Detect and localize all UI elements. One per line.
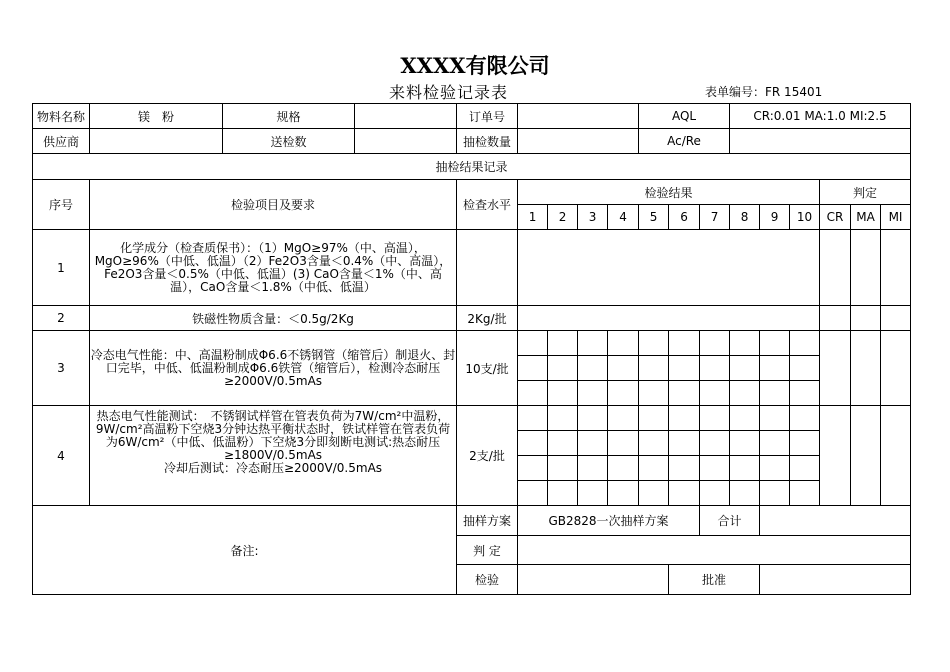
result-cell[interactable]: [790, 456, 820, 481]
approver-label: 批准: [669, 565, 760, 595]
result-col-10: 10: [790, 205, 820, 230]
judge-col-ma: MA: [851, 205, 881, 230]
item-2-requirement: 铁磁性物质含量：＜0.5g/2Kg: [90, 306, 457, 331]
sampling-plan-label: 抽样方案: [457, 506, 518, 536]
result-cell[interactable]: [700, 431, 730, 456]
result-cell[interactable]: [578, 331, 608, 356]
total-label: 合计: [700, 506, 760, 536]
item-2-seq: 2: [33, 306, 90, 331]
item-header: 检验项目及要求: [90, 180, 457, 230]
result-cell[interactable]: [790, 481, 820, 506]
aql-label: AQL: [639, 104, 730, 129]
result-cell[interactable]: [760, 431, 790, 456]
result-cell[interactable]: [730, 406, 760, 431]
submitted-qty-value[interactable]: [355, 129, 457, 154]
result-cell[interactable]: [669, 356, 700, 381]
result-cell[interactable]: [578, 381, 608, 406]
result-cell[interactable]: [548, 456, 578, 481]
result-cell[interactable]: [700, 456, 730, 481]
result-cell[interactable]: [518, 456, 548, 481]
item-1-requirement: 化学成分（检查质保书）：（1）MgO≥97%（中、高温），MgO≥96%（中低、低温）（2）Fe2O3含量＜0.4%（中、高温），Fe2O3含量＜0.5%（中低、低温）(3) CaO含量＜1%（中、高温），CaO含量＜1.8%（中低、低温）: [90, 230, 457, 306]
result-cell[interactable]: [700, 331, 730, 356]
judge-col-mi: MI: [881, 205, 911, 230]
aql-value: CR:0.01 MA:1.0 MI:2.5: [730, 104, 911, 129]
result-col-2: 2: [548, 205, 578, 230]
result-cell[interactable]: [730, 356, 760, 381]
item-2-cr[interactable]: [820, 306, 851, 331]
result-cell[interactable]: [608, 456, 639, 481]
result-cell[interactable]: [730, 381, 760, 406]
result-cell[interactable]: [639, 381, 669, 406]
item-1-cr[interactable]: [820, 230, 851, 306]
notes-field[interactable]: 备注:: [33, 506, 457, 595]
result-cell[interactable]: [760, 456, 790, 481]
sample-qty-label: 抽检数量: [457, 129, 518, 154]
inspector-value[interactable]: [518, 565, 669, 595]
result-cell[interactable]: [608, 331, 639, 356]
result-cell[interactable]: [578, 356, 608, 381]
level-header: 检查水平: [457, 180, 518, 230]
order-number-label: 订单号: [457, 104, 518, 129]
result-cell[interactable]: [639, 481, 669, 506]
item-3-level: 10支/批: [457, 331, 518, 406]
result-cell[interactable]: [548, 481, 578, 506]
item-3-requirement: 冷态电气性能：中、高温粉制成Φ6.6不锈钢管（缩管后）制退火、封口完毕，中低、低温粉制成Φ6.6铁管（缩管后），检测冷态耐压≥2000V/0.5mAs: [90, 331, 457, 406]
result-cell[interactable]: [578, 406, 608, 431]
result-cell[interactable]: [548, 406, 578, 431]
result-cell[interactable]: [548, 381, 578, 406]
result-cell[interactable]: [669, 331, 700, 356]
item-2-level: 2Kg/批: [457, 306, 518, 331]
total-value[interactable]: [760, 506, 911, 536]
result-cell[interactable]: [790, 431, 820, 456]
result-cell[interactable]: [578, 431, 608, 456]
result-cell[interactable]: [790, 381, 820, 406]
result-cell[interactable]: [700, 381, 730, 406]
item-1-results[interactable]: [518, 230, 820, 306]
result-cell[interactable]: [760, 356, 790, 381]
submitted-qty-label: 送检数: [223, 129, 355, 154]
result-cell[interactable]: [760, 331, 790, 356]
judge-header: 判定: [820, 180, 911, 205]
sampling-plan-value: GB2828一次抽样方案: [518, 506, 700, 536]
item-4-seq: 4: [33, 406, 90, 506]
result-cell[interactable]: [700, 406, 730, 431]
result-cell[interactable]: [669, 406, 700, 431]
result-cell[interactable]: [760, 481, 790, 506]
sample-qty-value[interactable]: [518, 129, 639, 154]
result-cell[interactable]: [700, 481, 730, 506]
result-cell[interactable]: [639, 331, 669, 356]
item-4-requirement: 热态电气性能测试： 不锈钢试样管在管表负荷为7W/cm²中温粉，9W/cm²高温粉下空烧3分钟达热平衡状态时，铁试样管在管表负荷为6W/cm²（中低、低温粉）下空烧3分即刻断电测试:热态耐压≥1800V/0.5mAs 冷却后测试：冷态耐压≥2000V/0.5mAs: [90, 406, 457, 506]
result-cell[interactable]: [518, 481, 548, 506]
result-cell[interactable]: [578, 456, 608, 481]
item-1-seq: 1: [33, 230, 90, 306]
inspection-record-table: [32, 103, 911, 595]
company-title: XXXX有限公司: [400, 53, 550, 78]
result-cell[interactable]: [608, 406, 639, 431]
item-1-ma[interactable]: [851, 230, 881, 306]
item-1-mi[interactable]: [881, 230, 911, 306]
item-4-mi[interactable]: [881, 406, 911, 506]
approver-value[interactable]: [760, 565, 911, 595]
item-3-seq: 3: [33, 331, 90, 406]
result-cell[interactable]: [548, 331, 578, 356]
item-1-level: [457, 230, 518, 306]
result-cell[interactable]: [518, 431, 548, 456]
result-cell[interactable]: [700, 356, 730, 381]
judgement-value[interactable]: [518, 536, 911, 565]
result-cell[interactable]: [518, 331, 548, 356]
item-4-ma[interactable]: [851, 406, 881, 506]
result-cell[interactable]: [608, 356, 639, 381]
result-cell[interactable]: [790, 356, 820, 381]
result-cell[interactable]: [608, 431, 639, 456]
result-col-1: 1: [518, 205, 548, 230]
result-col-3: 3: [578, 205, 608, 230]
result-col-8: 8: [730, 205, 760, 230]
material-name-value[interactable]: 镁 粉: [90, 104, 223, 129]
result-col-6: 6: [669, 205, 700, 230]
judgement-label: 判 定: [457, 536, 518, 565]
section-title: 抽检结果记录: [33, 154, 911, 180]
result-col-4: 4: [608, 205, 639, 230]
result-cell[interactable]: [578, 481, 608, 506]
acre-label: Ac/Re: [639, 129, 730, 154]
spec-value[interactable]: [355, 104, 457, 129]
result-cell[interactable]: [669, 381, 700, 406]
result-cell[interactable]: [790, 406, 820, 431]
result-cell[interactable]: [760, 381, 790, 406]
item-2-ma[interactable]: [851, 306, 881, 331]
result-cell[interactable]: [639, 406, 669, 431]
item-2-results[interactable]: [518, 306, 820, 331]
result-cell[interactable]: [639, 456, 669, 481]
form-number: 表单编号：FR 15401: [705, 85, 823, 99]
form-title: 来料检验记录表: [389, 83, 509, 102]
result-cell[interactable]: [639, 431, 669, 456]
result-cell[interactable]: [518, 381, 548, 406]
result-cell[interactable]: [518, 356, 548, 381]
result-cell[interactable]: [730, 331, 760, 356]
result-cell[interactable]: [669, 481, 700, 506]
material-name-label: 物料名称: [33, 104, 90, 129]
result-cell[interactable]: [730, 481, 760, 506]
judge-col-cr: CR: [820, 205, 851, 230]
result-cell[interactable]: [639, 356, 669, 381]
item-3-mi[interactable]: [881, 331, 911, 406]
item-4-cr[interactable]: [820, 406, 851, 506]
result-cell[interactable]: [518, 406, 548, 431]
acre-value[interactable]: [730, 129, 911, 154]
order-number-value[interactable]: [518, 104, 639, 129]
result-cell[interactable]: [548, 431, 578, 456]
item-4-level: 2支/批: [457, 406, 518, 506]
result-cell[interactable]: [669, 431, 700, 456]
result-cell[interactable]: [608, 481, 639, 506]
result-cell[interactable]: [608, 381, 639, 406]
result-cell[interactable]: [730, 431, 760, 456]
result-col-9: 9: [760, 205, 790, 230]
result-cell[interactable]: [760, 406, 790, 431]
result-cell[interactable]: [548, 356, 578, 381]
result-col-5: 5: [639, 205, 669, 230]
supplier-label: 供应商: [33, 129, 90, 154]
item-2-mi[interactable]: [881, 306, 911, 331]
result-cell[interactable]: [730, 456, 760, 481]
result-col-7: 7: [700, 205, 730, 230]
results-header: 检验结果: [518, 180, 820, 205]
item-3-ma[interactable]: [851, 331, 881, 406]
result-cell[interactable]: [669, 456, 700, 481]
inspector-label: 检验: [457, 565, 518, 595]
result-cell[interactable]: [790, 331, 820, 356]
seq-header: 序号: [33, 180, 90, 230]
item-3-cr[interactable]: [820, 331, 851, 406]
spec-label: 规格: [223, 104, 355, 129]
supplier-value[interactable]: [90, 129, 223, 154]
